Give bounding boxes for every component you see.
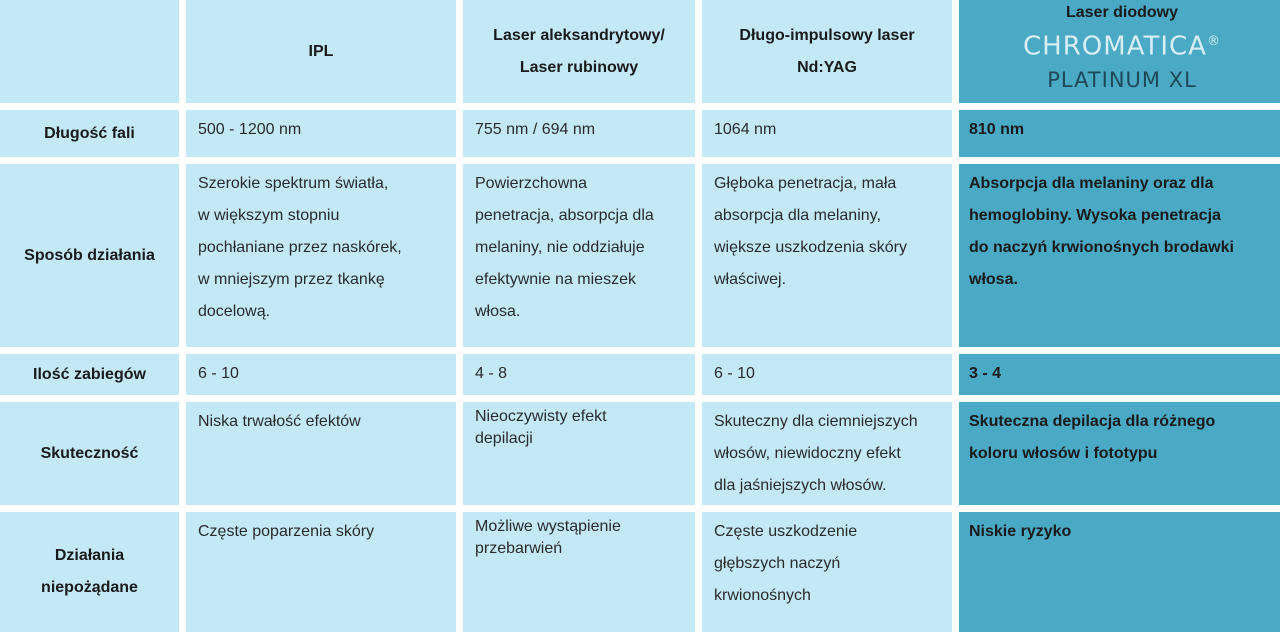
column-header-ndyag-line1: Długo-impulsowy laser bbox=[739, 26, 915, 44]
cell-effectiveness-ipl bbox=[186, 402, 456, 505]
chromatica-logo bbox=[1023, 24, 1221, 65]
registered-mark: ® bbox=[1206, 34, 1221, 49]
cell-mechanism-ipl bbox=[186, 164, 456, 347]
cell-wavelength-ipl bbox=[186, 110, 456, 157]
column-header-diode-subtitle: PLATINUM XL bbox=[1047, 67, 1197, 92]
cell-text-line: depilacji bbox=[475, 430, 533, 447]
cell-text-line: w mniejszym przez tkankę bbox=[198, 271, 385, 288]
cell-text-line: Absorpcja dla melaniny oraz dla bbox=[969, 175, 1214, 192]
cell-mechanism-ndyag bbox=[702, 164, 952, 347]
cell-text-line: przebarwień bbox=[475, 540, 563, 557]
cell-text-line: w większym stopniu bbox=[198, 207, 340, 224]
cell-text-line: Nieoczywisty efekt bbox=[475, 408, 607, 425]
cell-effectiveness-diode bbox=[959, 402, 1280, 505]
cell-side-effects-ndyag bbox=[702, 512, 952, 632]
cell-text-line: Częste uszkodzenie bbox=[714, 523, 858, 540]
cell-side-effects-ipl bbox=[186, 512, 456, 632]
cell-text-line: włosa. bbox=[969, 271, 1018, 288]
cell-text-line: dla jaśniejszych włosów. bbox=[714, 477, 887, 494]
row-header-side-effects-line2: niepożądane bbox=[41, 579, 138, 596]
cell-treatments-diode bbox=[959, 354, 1280, 395]
cell-text-line: Częste poparzenia skóry bbox=[198, 523, 375, 540]
column-header-diode bbox=[959, 0, 1280, 103]
row-header-effectiveness bbox=[0, 402, 179, 505]
cell-treatments-ndyag bbox=[702, 354, 952, 395]
row-header-wavelength-label: Długość fali bbox=[44, 124, 135, 142]
cell-text-line: pochłaniane przez naskórek, bbox=[198, 239, 402, 256]
cell-text-line: Niska trwałość efektów bbox=[198, 413, 361, 430]
cell-text-line: penetracja, absorpcja dla bbox=[475, 207, 654, 224]
cell-text-line: Skuteczny dla ciemniejszych bbox=[714, 413, 918, 430]
cell-text-line: Możliwe wystąpienie bbox=[475, 518, 621, 535]
column-header-diode-title: Laser diodowy bbox=[1065, 4, 1179, 21]
cell-text-line: 6 - 10 bbox=[714, 365, 755, 382]
cell-treatments-ipl bbox=[186, 354, 456, 395]
cell-wavelength-ndyag bbox=[702, 110, 952, 157]
column-header-ndyag bbox=[702, 0, 952, 103]
cell-mechanism-diode bbox=[959, 164, 1280, 347]
cell-text-line: większe uszkodzenia skóry bbox=[714, 239, 907, 256]
cell-text-line: Powierzchowna bbox=[475, 175, 588, 192]
cell-text-line: Szerokie spektrum światła, bbox=[198, 175, 389, 192]
chromatica-logo-text: CHROMATICA bbox=[1023, 31, 1207, 62]
row-header-mechanism-label: Sposób działania bbox=[24, 246, 155, 264]
cell-text-line: właściwej. bbox=[714, 271, 787, 288]
cell-wavelength-diode bbox=[959, 110, 1280, 157]
row-header-treatments bbox=[0, 354, 179, 395]
cell-text-line: włosa. bbox=[475, 303, 521, 320]
column-header-alexandrite bbox=[463, 0, 695, 103]
cell-effectiveness-ndyag bbox=[702, 402, 952, 505]
cell-treatments-alexandrite bbox=[463, 354, 695, 395]
cell-text-line: krwionośnych bbox=[714, 587, 811, 604]
row-header-side-effects bbox=[0, 512, 179, 632]
cell-mechanism-alexandrite bbox=[463, 164, 695, 347]
row-header-treatments-label: Ilość zabiegów bbox=[33, 365, 146, 383]
cell-text-line: absorpcja dla melaniny, bbox=[714, 207, 881, 224]
cell-text-line: hemoglobiny. Wysoka penetracja bbox=[969, 207, 1221, 224]
cell-text-line: docelową. bbox=[198, 303, 271, 320]
cell-text-line: 500 - 1200 nm bbox=[198, 121, 302, 138]
column-header-alexandrite-line2: Laser rubinowy bbox=[519, 58, 639, 76]
row-header-mechanism bbox=[0, 164, 179, 347]
column-header-ndyag-line2: Nd:YAG bbox=[797, 58, 857, 76]
column-header-ipl-label: IPL bbox=[308, 42, 334, 60]
row-header-wavelength bbox=[0, 110, 179, 157]
cell-text-line: włosów, niewidoczny efekt bbox=[714, 445, 901, 462]
cell-text-line: efektywnie na mieszek bbox=[475, 271, 636, 288]
cell-text-line: Głęboka penetracja, mała bbox=[714, 175, 897, 192]
cell-text-line: 810 nm bbox=[969, 121, 1025, 138]
cell-text-line: 3 - 4 bbox=[969, 365, 1002, 382]
cell-text-line: Niskie ryzyko bbox=[969, 523, 1072, 540]
cell-text-line: 6 - 10 bbox=[198, 365, 239, 382]
cell-text-line: 1064 nm bbox=[714, 121, 777, 138]
cell-text-line: 755 nm / 694 nm bbox=[475, 121, 596, 138]
column-header-ipl bbox=[186, 0, 456, 103]
cell-text-line: Skuteczna depilacja dla różnego bbox=[969, 413, 1216, 430]
column-header-alexandrite-line1: Laser aleksandrytowy/ bbox=[493, 26, 665, 44]
cell-wavelength-alexandrite bbox=[463, 110, 695, 157]
cell-side-effects-diode bbox=[959, 512, 1280, 632]
corner-cell bbox=[0, 0, 179, 103]
cell-side-effects-alexandrite bbox=[463, 512, 695, 632]
row-header-effectiveness-label: Skuteczność bbox=[40, 444, 139, 462]
cell-text-line: koloru włosów i fototypu bbox=[969, 445, 1158, 462]
row-header-side-effects-line1: Działania bbox=[54, 547, 125, 564]
cell-text-line: 4 - 8 bbox=[475, 365, 508, 382]
cell-text-line: głębszych naczyń bbox=[714, 555, 841, 572]
cell-effectiveness-alexandrite bbox=[463, 402, 695, 505]
cell-text-line: do naczyń krwionośnych brodawki bbox=[969, 239, 1234, 256]
cell-text-line: melaniny, nie oddziałuje bbox=[475, 239, 645, 256]
